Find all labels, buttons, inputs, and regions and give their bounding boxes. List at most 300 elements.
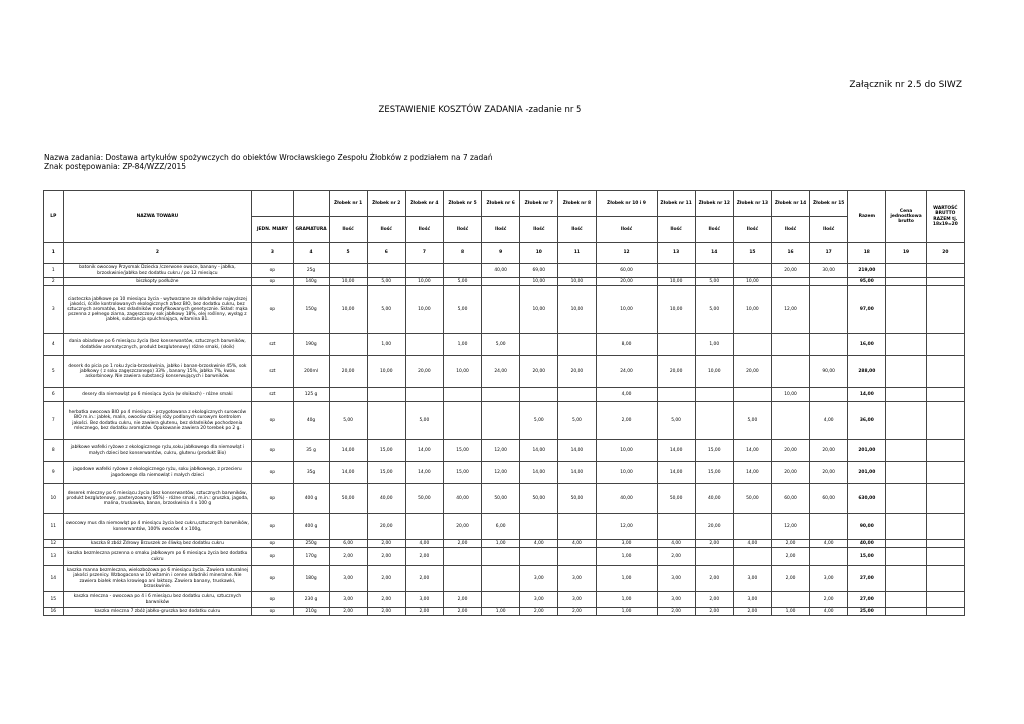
header-quantity: Ilość [695, 217, 733, 243]
row-quantity [695, 388, 733, 402]
row-quantity: 2,00 [657, 608, 695, 616]
row-quantity: 14,00 [405, 440, 443, 462]
table-row [44, 484, 965, 514]
row-product-name: herbatka owocowa BIO po 4 miesiącu - przygotowana z ekologicznych surowców BIO m.in.: jabłek, malin, owoców dzikiej róży podlanych surowym kontrolom jakości. Bez dodatku cukru, nie zawiera glutenu, bez składników pochodzenia mlecznego, bez dodatku aromatów. Opakowanie zawiera 20 torebek po 2 g. [63, 402, 252, 440]
table-row [44, 440, 965, 462]
row-quantity: 20,00 [733, 356, 771, 388]
row-unit: op [252, 462, 293, 484]
row-quantity: 3,00 [558, 592, 596, 608]
header-nursery: Żłobek nr 14 [771, 191, 809, 217]
row-product-name: ciasteczka jabłkowe po 10 miesiącu życia - wytwarzane ze składników najwyższej jakości, ściśle kontrolowanych ekologicznych z/bez BIO, bez dodatku cukru, bez sztucznych aromatów, bez składników modyfikowanych genetycznie. Skład: mąka pszenna z pełnego ziarna, zagęszczony sok jabłkowy 18%, olej roślinny, wysłąg z jabłek, substancja spulchniająca, witamina B1. [63, 286, 252, 334]
row-quantity: 5,00 [405, 402, 443, 440]
reference-number: Znak postępowania: ZP-84/WZZ/2015 [44, 162, 187, 171]
row-quantity: 2,00 [771, 548, 809, 566]
header-unit: JEDN. MIARY [252, 217, 293, 243]
row-quantity [810, 286, 848, 334]
row-quantity: 15,00 [367, 440, 405, 462]
row-quantity: 1,00 [482, 540, 520, 548]
row-unit-price [886, 286, 926, 334]
row-quantity: 3,00 [329, 592, 367, 608]
row-quantity: 2,00 [443, 608, 481, 616]
row-quantity [771, 278, 809, 286]
row-quantity: 50,00 [329, 484, 367, 514]
table-row [44, 402, 965, 440]
header-total: Razem [848, 191, 886, 243]
row-product-name: batonik owocowy Przysmak Dziecka /czerwone owoce, banany - jabłka, brzoskwinie/jabłka bez dodatku cukru / po 12 miesiącu [63, 264, 252, 278]
row-quantity: 60,00 [810, 484, 848, 514]
header-quantity: Ilość [657, 217, 695, 243]
row-gross-value [926, 566, 964, 592]
row-quantity: 1,00 [771, 608, 809, 616]
row-unit: op [252, 608, 293, 616]
column-number: 11 [558, 243, 596, 264]
row-lp: 4 [44, 334, 64, 356]
row-unit: szt [252, 388, 293, 402]
row-quantity: 20,00 [771, 264, 809, 278]
header-nursery: Żłobek nr 2 [367, 191, 405, 217]
row-weight: 190g [293, 334, 329, 356]
row-quantity: 60,00 [596, 264, 657, 278]
row-quantity: 10,00 [733, 286, 771, 334]
row-quantity [810, 278, 848, 286]
row-quantity: 2,00 [329, 608, 367, 616]
row-quantity [443, 264, 481, 278]
row-quantity [482, 286, 520, 334]
row-quantity: 3,00 [733, 592, 771, 608]
row-total: 27,00 [848, 566, 886, 592]
row-quantity: 50,00 [733, 484, 771, 514]
row-quantity: 2,00 [695, 592, 733, 608]
row-quantity [558, 388, 596, 402]
row-unit-price [886, 540, 926, 548]
header-weight: GRAMATURA [293, 217, 329, 243]
row-quantity: 14,00 [733, 462, 771, 484]
row-quantity: 12,00 [596, 514, 657, 540]
row-unit-price [886, 462, 926, 484]
row-gross-value [926, 334, 964, 356]
row-quantity [695, 264, 733, 278]
header-gross-value: WARTOŚĆ BRUTTO RAZEM tj. 18x19=20 [926, 191, 964, 243]
row-quantity [695, 548, 733, 566]
row-quantity [733, 514, 771, 540]
row-unit-price [886, 608, 926, 616]
row-quantity [558, 514, 596, 540]
row-weight: 400 g [293, 514, 329, 540]
row-quantity: 15,00 [695, 440, 733, 462]
header-lp: LP [44, 191, 64, 243]
row-gross-value [926, 608, 964, 616]
row-unit: op [252, 402, 293, 440]
cost-table [43, 190, 965, 616]
row-product-name: kaszka 8 zbóż Zdrowy Brzuszek ze śliwką bez dodatku cukru [63, 540, 252, 548]
row-quantity: 12,00 [771, 286, 809, 334]
row-gross-value [926, 592, 964, 608]
document-title: ZESTAWIENIE KOSZTÓW ZADANIA -zadanie nr 5 [378, 105, 582, 115]
row-quantity [558, 334, 596, 356]
table-row [44, 548, 965, 566]
row-quantity [405, 334, 443, 356]
row-quantity: 10,00 [520, 286, 558, 334]
header-nursery: Żłobek nr 10 i 9 [596, 191, 657, 217]
row-quantity [771, 356, 809, 388]
row-lp: 13 [44, 548, 64, 566]
row-quantity: 5,00 [657, 402, 695, 440]
row-quantity [329, 514, 367, 540]
row-total: 201,00 [848, 462, 886, 484]
row-quantity [482, 566, 520, 592]
table-row [44, 278, 965, 286]
column-number: 2 [63, 243, 252, 264]
table-row [44, 608, 965, 616]
row-quantity: 10,00 [558, 278, 596, 286]
row-quantity: 3,00 [657, 592, 695, 608]
row-quantity: 2,00 [367, 592, 405, 608]
row-unit: szt [252, 334, 293, 356]
row-total: 201,00 [848, 440, 886, 462]
row-quantity [329, 264, 367, 278]
header-nursery: Żłobek nr 1 [329, 191, 367, 217]
row-quantity: 14,00 [329, 462, 367, 484]
header-quantity: Ilość [329, 217, 367, 243]
row-quantity: 10,00 [596, 440, 657, 462]
column-number: 7 [405, 243, 443, 264]
row-quantity [367, 402, 405, 440]
row-unit-price [886, 566, 926, 592]
row-quantity: 10,00 [657, 278, 695, 286]
header-quantity: Ilość [810, 217, 848, 243]
row-quantity: 20,00 [443, 514, 481, 540]
row-quantity: 60,00 [771, 484, 809, 514]
row-unit-price [886, 388, 926, 402]
row-quantity: 2,00 [405, 548, 443, 566]
row-total: 40,00 [848, 540, 886, 548]
header-quantity: Ilość [405, 217, 443, 243]
header-nursery: Żłobek nr 8 [558, 191, 596, 217]
column-number: 5 [329, 243, 367, 264]
row-quantity: 2,00 [329, 548, 367, 566]
row-lp: 12 [44, 540, 64, 548]
header-quantity: Ilość [443, 217, 481, 243]
row-quantity: 2,00 [733, 608, 771, 616]
row-unit: op [252, 264, 293, 278]
row-quantity: 40,00 [596, 484, 657, 514]
row-total: 95,00 [848, 278, 886, 286]
row-quantity: 1,00 [443, 334, 481, 356]
header-blank-unit [252, 191, 293, 217]
row-quantity [657, 388, 695, 402]
row-weight: 140g [293, 278, 329, 286]
row-lp: 6 [44, 388, 64, 402]
row-unit-price [886, 514, 926, 540]
row-quantity: 20,00 [596, 278, 657, 286]
row-unit: szt [252, 356, 293, 388]
row-weight: 150g [293, 286, 329, 334]
row-quantity: 3,00 [558, 566, 596, 592]
column-number: 14 [695, 243, 733, 264]
header-quantity: Ilość [520, 217, 558, 243]
row-quantity [443, 566, 481, 592]
row-quantity [657, 514, 695, 540]
row-unit: op [252, 514, 293, 540]
row-quantity: 2,00 [695, 540, 733, 548]
row-quantity: 2,00 [367, 608, 405, 616]
row-gross-value [926, 462, 964, 484]
row-quantity: 2,00 [695, 566, 733, 592]
header-quantity: Ilość [558, 217, 596, 243]
row-quantity: 2,00 [520, 608, 558, 616]
column-number-row [44, 243, 965, 264]
row-quantity: 5,00 [695, 286, 733, 334]
row-unit: op [252, 286, 293, 334]
row-lp: 10 [44, 484, 64, 514]
row-quantity: 10,00 [405, 278, 443, 286]
header-nursery: Żłobek nr 11 [657, 191, 695, 217]
row-product-name: kaszka mleczna - owocowa po 4 i 6 miesiącu bez dodatku cukru, sztucznych barwników [63, 592, 252, 608]
row-quantity [329, 388, 367, 402]
column-number: 20 [926, 243, 964, 264]
row-gross-value [926, 264, 964, 278]
header-nursery: Żłobek nr 12 [695, 191, 733, 217]
row-gross-value [926, 514, 964, 540]
row-quantity: 4,00 [520, 540, 558, 548]
row-lp: 5 [44, 356, 64, 388]
row-total: 16,00 [848, 334, 886, 356]
attachment-label: Załącznik nr 2.5 do SIWZ [849, 80, 962, 90]
table-row [44, 286, 965, 334]
row-quantity: 20,00 [367, 514, 405, 540]
row-unit: op [252, 548, 293, 566]
row-quantity [771, 592, 809, 608]
row-quantity: 2,00 [810, 592, 848, 608]
row-quantity [810, 514, 848, 540]
row-lp: 2 [44, 278, 64, 286]
row-weight: 210g [293, 608, 329, 616]
row-quantity: 2,00 [596, 402, 657, 440]
row-quantity [482, 278, 520, 286]
row-total: 288,00 [848, 356, 886, 388]
row-quantity: 1,00 [596, 566, 657, 592]
row-weight: 35 g [293, 440, 329, 462]
row-quantity [482, 388, 520, 402]
row-quantity [657, 334, 695, 356]
row-quantity: 40,00 [695, 484, 733, 514]
row-quantity [405, 264, 443, 278]
row-quantity: 4,00 [733, 540, 771, 548]
header-nursery: Żłobek nr 6 [482, 191, 520, 217]
row-quantity: 90,00 [810, 356, 848, 388]
row-quantity: 2,00 [367, 540, 405, 548]
row-quantity: 14,00 [329, 440, 367, 462]
row-quantity: 10,00 [520, 278, 558, 286]
header-nursery: Żłobek nr 15 [810, 191, 848, 217]
row-product-name: kaszka mleczna 7 zbóż jabłko-gruszka bez dodatku cukru [63, 608, 252, 616]
row-quantity: 2,00 [771, 540, 809, 548]
row-quantity: 6,00 [329, 540, 367, 548]
row-total: 14,00 [848, 388, 886, 402]
row-quantity: 3,00 [596, 540, 657, 548]
row-quantity: 10,00 [733, 278, 771, 286]
row-quantity: 20,00 [810, 462, 848, 484]
row-quantity: 14,00 [558, 462, 596, 484]
table-row [44, 462, 965, 484]
row-quantity: 14,00 [657, 462, 695, 484]
row-unit-price [886, 592, 926, 608]
row-lp: 15 [44, 592, 64, 608]
row-quantity [520, 548, 558, 566]
row-weight: 200ml [293, 356, 329, 388]
row-weight: 25g [293, 264, 329, 278]
row-quantity [405, 514, 443, 540]
row-total: 219,00 [848, 264, 886, 278]
row-quantity: 5,00 [329, 402, 367, 440]
row-quantity: 1,00 [482, 608, 520, 616]
row-quantity: 10,00 [657, 286, 695, 334]
row-quantity: 14,00 [558, 440, 596, 462]
row-quantity: 10,00 [405, 286, 443, 334]
row-quantity: 69,00 [520, 264, 558, 278]
column-number: 1 [44, 243, 64, 264]
row-quantity: 5,00 [695, 278, 733, 286]
row-quantity: 20,00 [558, 356, 596, 388]
header-nursery: Żłobek nr 4 [405, 191, 443, 217]
row-quantity: 10,00 [558, 286, 596, 334]
row-quantity: 2,00 [405, 608, 443, 616]
row-quantity [558, 264, 596, 278]
row-quantity: 5,00 [482, 334, 520, 356]
row-quantity: 4,00 [657, 540, 695, 548]
row-quantity: 2,00 [367, 566, 405, 592]
header-product-name: NAZWA TOWARU [63, 191, 252, 243]
row-quantity: 15,00 [443, 440, 481, 462]
row-quantity [558, 548, 596, 566]
row-quantity [810, 388, 848, 402]
row-gross-value [926, 548, 964, 566]
header-quantity: Ilość [596, 217, 657, 243]
row-quantity: 2,00 [443, 592, 481, 608]
row-quantity: 14,00 [520, 462, 558, 484]
header-nursery: Żłobek nr 5 [443, 191, 481, 217]
table-row [44, 334, 965, 356]
row-total: 90,00 [848, 514, 886, 540]
row-quantity: 50,00 [482, 484, 520, 514]
row-unit: op [252, 566, 293, 592]
row-quantity [733, 548, 771, 566]
row-quantity: 15,00 [443, 462, 481, 484]
row-quantity [771, 334, 809, 356]
row-weight: 400 g [293, 484, 329, 514]
column-number: 4 [293, 243, 329, 264]
row-quantity: 40,00 [367, 484, 405, 514]
row-quantity [367, 264, 405, 278]
row-quantity: 4,00 [810, 402, 848, 440]
row-quantity: 1,00 [596, 548, 657, 566]
row-quantity: 1,00 [596, 608, 657, 616]
header-nursery: Żłobek nr 7 [520, 191, 558, 217]
row-unit: op [252, 540, 293, 548]
row-quantity: 10,00 [771, 388, 809, 402]
row-quantity [329, 334, 367, 356]
row-quantity: 4,00 [810, 540, 848, 548]
table-row [44, 592, 965, 608]
row-quantity: 3,00 [405, 592, 443, 608]
row-weight: 230 g [293, 592, 329, 608]
row-product-name: desery dla niemowląt po 6 miesiącu życia (w słoikach) - różne smaki [63, 388, 252, 402]
row-quantity [733, 388, 771, 402]
row-quantity: 4,00 [405, 540, 443, 548]
column-number: 13 [657, 243, 695, 264]
row-quantity: 30,00 [810, 264, 848, 278]
table-row [44, 388, 965, 402]
column-number: 12 [596, 243, 657, 264]
row-unit-price [886, 264, 926, 278]
row-product-name: biszkopty podłużne [63, 278, 252, 286]
row-quantity: 2,00 [443, 540, 481, 548]
row-quantity: 3,00 [520, 592, 558, 608]
row-quantity: 4,00 [810, 608, 848, 616]
row-unit-price [886, 548, 926, 566]
row-quantity [695, 402, 733, 440]
row-quantity: 10,00 [596, 462, 657, 484]
row-quantity: 14,00 [657, 440, 695, 462]
row-quantity: 4,00 [596, 388, 657, 402]
row-quantity: 5,00 [733, 402, 771, 440]
row-quantity: 20,00 [771, 440, 809, 462]
table-row [44, 514, 965, 540]
row-total: 27,00 [848, 592, 886, 608]
header-unit-price: Cena jednostkowa brutto [886, 191, 926, 243]
column-number: 8 [443, 243, 481, 264]
row-gross-value [926, 440, 964, 462]
row-quantity [482, 548, 520, 566]
row-unit-price [886, 484, 926, 514]
row-lp: 9 [44, 462, 64, 484]
row-total: 36,00 [848, 402, 886, 440]
row-product-name: dania obiadowe po 6 miesiącu życia (bez konserwantów, sztucznych barwników, dodatków aromatycznych, produkt bezglutenowy) różne smaki, (słoik) [63, 334, 252, 356]
row-quantity: 12,00 [482, 440, 520, 462]
row-quantity: 20,00 [695, 514, 733, 540]
row-quantity: 2,00 [771, 566, 809, 592]
row-quantity: 1,00 [596, 592, 657, 608]
row-unit-price [886, 356, 926, 388]
column-number: 16 [771, 243, 809, 264]
row-quantity: 10,00 [329, 278, 367, 286]
row-product-name: jabłkowe wafelki ryżowe z ekologicznego ryżu,soku jabłkowego dla niemowląt i małych dzieci bez konserwantów, cukru, glutenu (produkt Bio) [63, 440, 252, 462]
row-lp: 16 [44, 608, 64, 616]
row-quantity: 2,00 [695, 608, 733, 616]
row-lp: 8 [44, 440, 64, 462]
header-quantity: Ilość [367, 217, 405, 243]
column-number: 15 [733, 243, 771, 264]
row-quantity: 14,00 [405, 462, 443, 484]
row-quantity: 5,00 [443, 278, 481, 286]
row-quantity [520, 388, 558, 402]
row-gross-value [926, 356, 964, 388]
header-quantity: Ilość [482, 217, 520, 243]
row-quantity: 2,00 [367, 548, 405, 566]
row-quantity: 15,00 [367, 462, 405, 484]
row-quantity: 10,00 [596, 286, 657, 334]
row-quantity: 3,00 [733, 566, 771, 592]
row-quantity: 3,00 [810, 566, 848, 592]
row-quantity: 40,00 [482, 264, 520, 278]
row-lp: 7 [44, 402, 64, 440]
row-weight: 35g [293, 462, 329, 484]
row-quantity: 2,00 [405, 566, 443, 592]
row-weight: 170g [293, 548, 329, 566]
row-unit-price [886, 440, 926, 462]
row-quantity [520, 334, 558, 356]
row-lp: 11 [44, 514, 64, 540]
